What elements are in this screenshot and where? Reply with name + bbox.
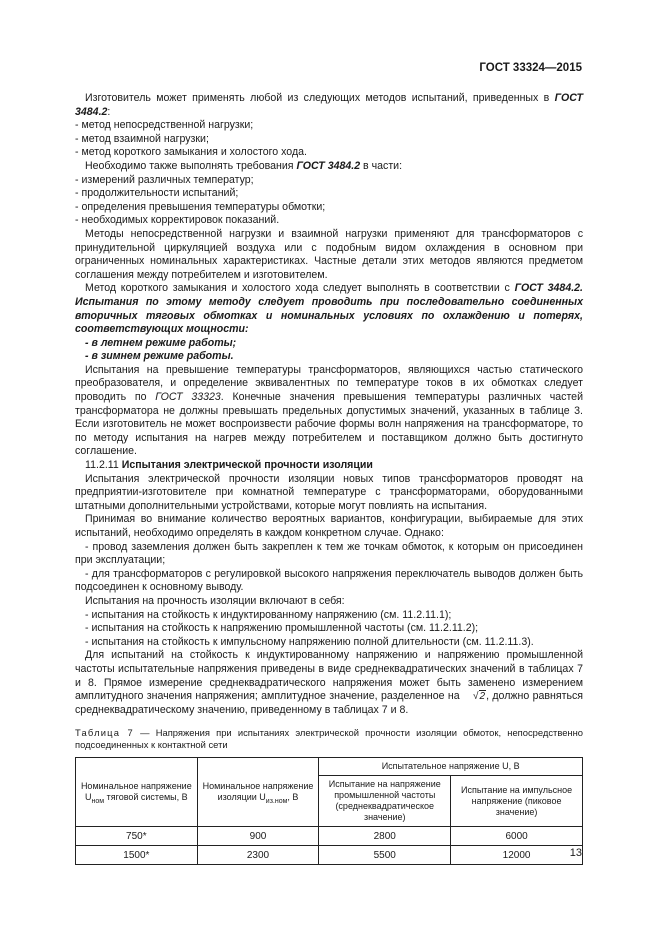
list-item: - провод заземления должен быть закреплен к тем же точкам обмоток, к которым он присоединен при эксплуатации; bbox=[75, 540, 583, 567]
gost-reference: ГОСТ 3484.2 bbox=[75, 92, 583, 118]
table-header-row bbox=[76, 758, 583, 776]
list-item: - метод короткого замыкания и холостого хода. bbox=[75, 146, 307, 159]
table-header-group: Испытательное напряжение U, В bbox=[319, 758, 583, 776]
gost-reference: ГОСТ 3484.2 bbox=[296, 159, 361, 172]
voltage-table bbox=[75, 757, 583, 865]
table-header-cell bbox=[197, 758, 319, 827]
table-row bbox=[76, 827, 583, 846]
page-content bbox=[75, 92, 583, 865]
table-label: Таблица 7 bbox=[75, 727, 134, 739]
text: Номинальное напряжение изоляции U bbox=[202, 781, 314, 803]
list-item: - в зимнем режиме работы. bbox=[85, 350, 234, 363]
section-title: Испытания электрической прочности изоляции bbox=[121, 459, 373, 472]
table-caption-text: — Напряжения при испытаниях электрической прочности изоляции обмоток, непосредственно подсоединенных к контактной сети bbox=[75, 727, 583, 751]
table-cell: 6000 bbox=[451, 827, 583, 846]
list-item: - метод взаимной нагрузки; bbox=[75, 132, 209, 145]
table-caption bbox=[75, 727, 583, 751]
list-item: - испытания на стойкость к напряжению промышленной частоты (см. 11.2.11.2); bbox=[85, 622, 479, 635]
table-cell: 2300 bbox=[197, 846, 319, 865]
text: Для испытаний на стойкость к индуктированному напряжению и напряжению промышленной частоты испытательные напряжения приведены в виде среднеквадратических значений в таблицах 7 и 8. Прямое измерение среднеквадратического напряжения может быть заменено измерением амплитудного значения напряжения; амплитудное значение, разделенное на bbox=[75, 649, 583, 703]
list-item: - измерений различных температур; bbox=[75, 173, 254, 186]
table-cell: 12000 bbox=[451, 846, 583, 865]
text: , В bbox=[287, 792, 299, 803]
table-row bbox=[76, 846, 583, 865]
subscript: из.ном bbox=[265, 798, 288, 806]
table-cell: 750* bbox=[76, 827, 198, 846]
page-number: 13 bbox=[569, 847, 582, 859]
paragraph bbox=[75, 92, 583, 119]
text: Изготовитель может применять любой из следующих методов испытаний, приведенных в bbox=[85, 92, 555, 104]
text: тяговой системы, В bbox=[104, 792, 188, 803]
text: Номинальное напряжение U bbox=[80, 781, 192, 803]
paragraph bbox=[75, 282, 583, 336]
text: Испытания на превышение температуры трансформаторов, являющихся частью статического преобразователя, и определение эквивалентных по температуре токов в их обмотках следует проводить по bbox=[75, 363, 583, 404]
paragraph: Методы непосредственной нагрузки и взаимной нагрузки применяют для трансформаторов с принудительной циркуляцией воздуха или с подобным видом охлаждения в основном при ограниченных номинальных характеристиках. Частные детали этих методов являются предметом соглашения между потребителем и изготовителем. bbox=[75, 227, 583, 281]
list-item: - испытания на стойкость к импульсному напряжению полной длительности (см. 11.2.11.3). bbox=[85, 635, 534, 648]
table-cell: 5500 bbox=[319, 846, 451, 865]
section-number: 11.2.11 bbox=[85, 459, 119, 472]
text: Метод короткого замыкания и холостого хода следует выполнять в соответствии с bbox=[85, 282, 515, 295]
list-item: - в летнем режиме работы; bbox=[85, 336, 237, 349]
text: в части: bbox=[360, 159, 403, 172]
gost-reference: ГОСТ 33323 bbox=[155, 391, 221, 404]
text: : bbox=[107, 105, 111, 118]
list-item: - определения превышения температуры обмотки; bbox=[75, 200, 326, 213]
list-item: - метод непосредственной нагрузки; bbox=[75, 119, 254, 132]
list-item: - необходимых корректировок показаний. bbox=[75, 214, 280, 227]
list-item: - продолжительности испытаний; bbox=[75, 187, 239, 200]
table-header-cell: Испытание на напряжение промышленной частоты (среднеквадратическое значение) bbox=[319, 776, 451, 827]
table-header-cell: Испытание на импульсное напряжение (пиковое значение) bbox=[451, 776, 583, 827]
paragraph bbox=[75, 364, 583, 459]
document-header: ГОСТ 33324—2015 bbox=[479, 62, 582, 74]
text: . Конечные значения превышения температуры различных частей трансформатора не должны превышать предельных допустимых значений, указанных в таблице 3. Если изготовитель не может воспроизвести рабочие формы волн напряжения на трансформаторе, то по методу испытания на нагрев между потребителем и поставщиком должно быть достигнуто соглашение. bbox=[75, 391, 583, 458]
sqrt-symbol: √2 bbox=[473, 691, 486, 703]
table-cell: 2800 bbox=[319, 827, 451, 846]
paragraph: Испытания электрической прочности изоляции новых типов трансформаторов проводят на предприятии-изготовителе при комнатной температуре с трансформаторами, оборудованными штатными дополнительными устройствами, которые могут повлиять на испытания. bbox=[75, 472, 583, 512]
paragraph: Принимая во внимание количество вероятных вариантов, конфигурации, выбираемые для этих испытаний, необходимо определять в каждом конкретном случае. Однако: bbox=[75, 513, 583, 539]
table-cell: 1500* bbox=[76, 846, 198, 865]
paragraph: Испытания на прочность изоляции включают в себя: bbox=[85, 594, 345, 607]
emphasis-text: Испытания по этому методу следует проводить при последовательно соединенных вторичных тяговых обмотках и номинальных условиях по охлаждению и потерях, соответствующих мощности: bbox=[75, 295, 583, 336]
list-item: - испытания на стойкость к индуктированному напряжению (см. 11.2.11.1); bbox=[85, 608, 452, 621]
paragraph bbox=[75, 160, 583, 174]
section-heading bbox=[75, 459, 583, 473]
paragraph bbox=[75, 649, 583, 717]
sqrt-radicand: 2 bbox=[479, 691, 486, 703]
subscript: ном bbox=[91, 798, 105, 806]
list-item: - для трансформаторов с регулировкой высокого напряжения переключатель выводов должен быть подсоединен к основному выводу. bbox=[75, 567, 583, 594]
table-cell: 900 bbox=[197, 827, 319, 846]
text: , должно равняться среднеквадратическому значению, приведенному в таблицах 7 и 8. bbox=[75, 690, 583, 716]
text: Необходимо также выполнять требования bbox=[85, 159, 297, 172]
gost-reference: ГОСТ 3484.2. bbox=[514, 282, 583, 295]
table-header-cell bbox=[76, 758, 198, 827]
